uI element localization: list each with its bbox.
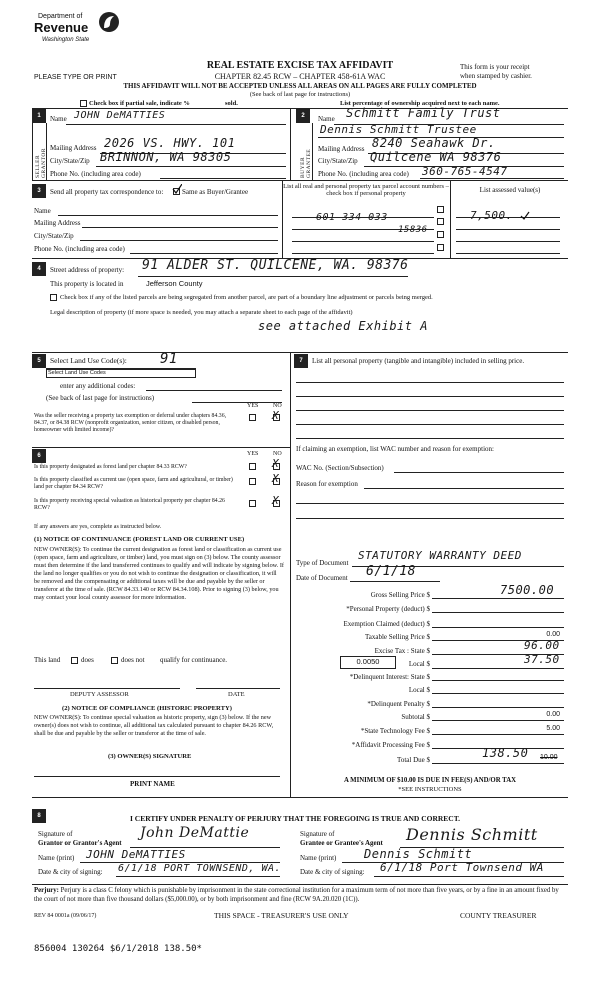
buyer-phone-label: Phone No. (including area code) [318, 170, 409, 178]
seller-name-value[interactable]: JOHN DeMATTIES [74, 110, 166, 121]
section-8-number: 8 [32, 809, 46, 823]
forest-land-question: Is this property designated as forest land per chapter 84.33 RCW? [34, 464, 187, 470]
grantor-name-print[interactable]: JOHN DeMATTIES [86, 848, 186, 861]
excise-state-value[interactable]: 96.00 [524, 639, 560, 652]
land-does-label: does [81, 656, 94, 664]
doc-type-value[interactable]: STATUTORY WARRANTY DEED [358, 549, 522, 562]
grantee-date-city-label: Date & city of signing: [300, 868, 365, 876]
seller-grantor-label: SELLER GRANTOR [35, 148, 48, 178]
seller-mail-label: Mailing Address [50, 144, 97, 152]
grantor-signature-of: Signature of [38, 830, 73, 838]
current-use-question: Is this property classified as current use (open space, farm and agricultural, or timber) land per chapter 84.34 RCW? [34, 477, 233, 491]
current-use-no-mark: X [272, 472, 280, 485]
correspondence-city-label: City/State/Zip [34, 232, 74, 240]
assessed-value-1[interactable]: 7,500. [470, 209, 513, 222]
technology-fee-value: 5.00 [546, 725, 560, 732]
street-address-value[interactable]: 91 ALDER ST. QUILCENE, WA. 98376 [142, 258, 409, 273]
notice-continuance-title: (1) NOTICE OF CONTINUANCE (FOREST LAND OR CURRENT USE) [34, 536, 245, 543]
form-instructions: (See back of last page for instructions) [249, 91, 351, 98]
total-due-struck: 10.00 [540, 754, 558, 761]
claim-exemption-label: If claiming an exemption, list WAC number and reason for exemption: [296, 445, 494, 453]
historic-yes-checkbox[interactable] [249, 500, 256, 507]
buyer-mail-value[interactable]: 8240 Seahawk Dr. [372, 136, 496, 150]
form-revision: REV 84 0001a (09/06/17) [34, 913, 97, 919]
wac-number-label: WAC No. (Section/Subsection) [296, 464, 384, 472]
grantee-name-print[interactable]: Dennis Schmitt [364, 847, 473, 861]
delinquent-penalty-label: *Delinquent Penalty $ [367, 700, 430, 708]
gross-price-label: Gross Selling Price $ [370, 591, 430, 599]
partial-sale-checkbox[interactable] [80, 100, 87, 107]
land-use-label: Select Land Use Code(s): [50, 356, 127, 365]
parcel-number-1[interactable]: 601 334 033 [316, 212, 388, 223]
land-use-dropdown-label: Select Land Use Codes [48, 370, 106, 376]
doc-date-label: Date of Document [296, 574, 348, 582]
seller-city-label: City/State/Zip [50, 157, 90, 165]
grantee-agent-label: Grantee or Grantee's Agent [300, 839, 383, 847]
section-4-number: 4 [32, 262, 46, 276]
historic-no-mark: X [272, 494, 280, 507]
s5-no-header: NO [273, 403, 282, 409]
grantee-date-city[interactable]: 6/1/18 Port Townsend WA [380, 861, 544, 874]
s6-no-header: NO [273, 451, 282, 457]
grantee-name-print-label: Name (print) [300, 854, 337, 862]
current-use-yes-checkbox[interactable] [249, 478, 256, 485]
same-as-buyer-label: Same as Buyer/Grantee [182, 188, 249, 196]
qualify-label: qualify for continuance. [160, 656, 228, 664]
forest-yes-checkbox[interactable] [249, 463, 256, 470]
technology-fee-label: *State Technology Fee $ [360, 727, 430, 735]
personal-property-deduct-label: *Personal Property (deduct) $ [346, 605, 430, 613]
logo-dept: Department of [38, 13, 83, 20]
exemption-question: Was the seller receiving a property tax exemption or deferral under chapters 84.36, 84.37, or 84.38 RCW (nonprofit organization, senior citizen, or disabled person, homeowner with limited income)? [34, 413, 227, 434]
legal-description-value[interactable]: see attached Exhibit A [258, 319, 428, 333]
buyer-name-label: Name [318, 115, 335, 123]
perjury-text [34, 887, 564, 905]
personal-property-checkbox-4[interactable] [437, 244, 444, 251]
doc-date-value[interactable]: 6/1/18 [366, 564, 416, 579]
deputy-date-label: DATE [228, 691, 245, 698]
buyer-name-value-2[interactable]: Dennis Schmitt Trustee [320, 123, 477, 136]
affidavit-fee-label: *Affidavit Processing Fee $ [351, 741, 430, 749]
grantor-signature[interactable]: John DeMattie [140, 825, 250, 841]
receipt-note-1: This form is your receipt [460, 63, 530, 71]
perjury-body: Perjury is a class C felony which is punishable by imprisonment in the state correctional institution for a maximum term of not more than five years, or by a fine in an amount fixed by the court of not more than five thousand dollars ($5,000.00), or by both imprisonment and fine (RCW 9A.20.020 (1C)). [34, 887, 559, 903]
total-due-label: Total Due $ [397, 756, 430, 764]
ownership-pct-label: List percentage of ownership acquired next to each name. [340, 100, 500, 107]
cashier-stamp: 856004 130264 $6/1/2018 138.50* [34, 944, 202, 954]
total-due-value[interactable]: 138.50 [482, 746, 529, 760]
partial-sale-label: Check box if partial sale, indicate % [89, 100, 190, 107]
certify-statement: I CERTIFY UNDER PENALTY OF PERJURY THAT THE FOREGOING IS TRUE AND CORRECT. [130, 814, 461, 823]
personal-property-list-label: List all personal property (tangible and intangible) included in selling price. [312, 357, 525, 365]
forest-no-mark: X [272, 457, 280, 470]
list-parcels-label: List all real and personal property tax parcel account numbers – check box if personal property [283, 183, 449, 198]
form-warning: THIS AFFIDAVIT WILL NOT BE ACCEPTED UNLESS ALL AREAS ON ALL PAGES ARE FULLY COMPLETED [123, 82, 477, 90]
section-7-number: 7 [294, 354, 308, 368]
personal-property-checkbox-1[interactable] [437, 206, 444, 213]
delinquent-interest-label: *Delinquent Interest: State $ [349, 673, 430, 681]
exemption-no-mark: X [272, 409, 280, 422]
logo-revenue: Revenue [34, 20, 89, 35]
assessed-values-label: List assessed value(s) [479, 186, 541, 194]
taxable-price-value: 0.00 [546, 631, 560, 638]
gross-price-value[interactable]: 7500.00 [500, 583, 555, 597]
revenue-logo [34, 10, 124, 50]
personal-property-checkbox-3[interactable] [437, 231, 444, 238]
buyer-mail-label: Mailing Address [318, 145, 365, 153]
form-chapter: CHAPTER 82.45 RCW – CHAPTER 458-61A WAC [214, 72, 386, 81]
same-as-buyer-check-mark [172, 184, 182, 194]
form-title: REAL ESTATE EXCISE TAX AFFIDAVIT [206, 60, 394, 71]
send-correspondence-label: Send all property tax correspondence to: [50, 188, 164, 196]
buyer-city-value[interactable]: Quilcene WA 98376 [370, 150, 502, 164]
parcel-number-2[interactable]: 15836 [398, 225, 428, 235]
receipt-note-2: when stamped by cashier. [460, 72, 532, 80]
section-5-number: 5 [32, 354, 46, 368]
if-yes-note: If any answers are yes, complete as instructed below. [34, 524, 162, 530]
county-treasurer-label: COUNTY TREASURER [460, 911, 537, 920]
grantee-signature-of: Signature of [300, 830, 335, 838]
seller-city-value[interactable]: BRINNON, WA 98305 [100, 150, 232, 164]
street-address-label: Street address of property: [50, 266, 125, 274]
owner-signature-label: (3) OWNER(S) SIGNATURE [108, 753, 192, 760]
correspondence-name-label: Name [34, 207, 51, 215]
section-2-number: 2 [296, 109, 310, 123]
correspondence-mail-label: Mailing Address [34, 219, 81, 227]
local-tax-label: Local $ [408, 660, 430, 668]
section-6-number: 6 [32, 449, 46, 463]
logo-state: Washington State [42, 37, 90, 43]
assessed-check-icon [520, 211, 530, 220]
land-use-instructions: (See back of last page for instructions) [46, 394, 155, 402]
type-or-print: PLEASE TYPE OR PRINT [34, 74, 117, 81]
grantor-agent-label: Grantor or Grantor's Agent [38, 839, 122, 847]
s5-yes-header: YES [247, 403, 259, 409]
land-use-code-value[interactable]: 91 [160, 351, 178, 367]
buyer-phone-value[interactable]: 360-765-4547 [422, 165, 508, 178]
exemption-deduct-label: Exemption Claimed (deduct) $ [343, 620, 430, 628]
grantee-signature[interactable]: Dennis Schmitt [406, 825, 538, 844]
treasurer-use-label: THIS SPACE - TREASURER'S USE ONLY [214, 911, 349, 920]
notice-compliance-body: NEW OWNER(S): To continue special valuation as historic property, sign (3) below. If the new owner(s) does not wish to continue, all additional tax calculated pursuant to chapter 84.26 RCW, shall be due and payable by the seller or transferor at the time of sale. [34, 714, 274, 737]
land-does-not-label: does not [121, 656, 145, 664]
county-value: Jefferson County [146, 279, 203, 288]
seller-name-label: Name [50, 115, 67, 123]
land-does-not-checkbox[interactable] [111, 657, 118, 664]
local-rate-value: 0.0050 [356, 657, 380, 666]
segregated-checkbox[interactable] [50, 294, 57, 301]
minimum-due-note: A MINIMUM OF $10.00 IS DUE IN FEE(S) AND/OR TAX [343, 777, 517, 784]
buyer-city-label: City/State/Zip [318, 157, 358, 165]
seller-mail-value[interactable]: 2026 VS. HWY. 101 [104, 136, 236, 150]
buyer-grantee-label: BUYER GRANTEE [300, 148, 313, 178]
s6-yes-header: YES [247, 451, 259, 457]
located-in-label: This property is located in [50, 280, 124, 288]
this-land-label: This land [34, 656, 61, 664]
sold-label: sold. [225, 100, 238, 107]
grantor-date-city-label: Date & city of signing: [38, 868, 103, 876]
grantor-date-city[interactable]: 6/1/18 PORT TOWNSEND, WA. [118, 863, 282, 874]
print-name-label: PRINT NAME [130, 780, 175, 788]
section-3-number: 3 [32, 184, 46, 198]
excise-state-label: Excise Tax : State $ [374, 647, 430, 655]
legal-description-label: Legal description of property (if more space is needed, you may attach a separate sheet to each page of the affidavit) [50, 309, 353, 316]
subtotal-label: Subtotal $ [401, 713, 430, 721]
segregated-label: Check box if any of the listed parcels are being segregated from another parcel, are part of a boundary line adjustment or parcels being merged. [60, 294, 433, 301]
land-does-checkbox[interactable] [71, 657, 78, 664]
additional-codes-label: enter any additional codes: [60, 382, 136, 390]
notice-continuance-body: NEW OWNER(S): To continue the current designation as forest land or classification as current use (open space, farm and agriculture, or timber) land, you must sign on (3) below. The county assessor must then determine if the land transferred continues to qualify and will indicate by signing below. If the land no longer qualifies or you do not wish to continue the designation or classification, it will be removed and the compensating or additional taxes will be due and payable by the seller or transferor at the time of sale. (RCW 84.33.140 or RCW 84.34.108). Prior to signing (3) below, you may contact your local county assessor for more information. [34, 546, 284, 601]
correspondence-phone-label: Phone No. (including area code) [34, 245, 125, 253]
revenue-swirl-icon [98, 10, 120, 36]
seller-phone-label: Phone No. (including area code) [50, 170, 141, 178]
doc-type-label: Type of Document [296, 559, 349, 567]
notice-compliance-title: (2) NOTICE OF COMPLIANCE (HISTORIC PROPERTY) [62, 705, 232, 712]
perjury-bold: Perjury: [34, 887, 59, 894]
delinquent-local-label: Local $ [408, 686, 430, 694]
subtotal-value: 0.00 [546, 711, 560, 718]
exemption-yes-checkbox[interactable] [249, 414, 256, 421]
personal-property-checkbox-2[interactable] [437, 218, 444, 225]
grantor-name-print-label: Name (print) [38, 854, 75, 862]
buyer-name-value[interactable]: Schmitt Family Trust [346, 106, 501, 120]
taxable-price-label: Taxable Selling Price $ [364, 633, 430, 641]
exemption-reason-label: Reason for exemption [296, 480, 358, 488]
local-tax-value[interactable]: 37.50 [524, 653, 560, 666]
section-1-number: 1 [32, 109, 46, 123]
deputy-assessor-label: DEPUTY ASSESSOR [70, 691, 129, 698]
see-instructions-note: *SEE INSTRUCTIONS [398, 786, 462, 793]
historic-question: Is this property receiving special valuation as historical property per chapter 84.26 RCW? [34, 498, 225, 512]
